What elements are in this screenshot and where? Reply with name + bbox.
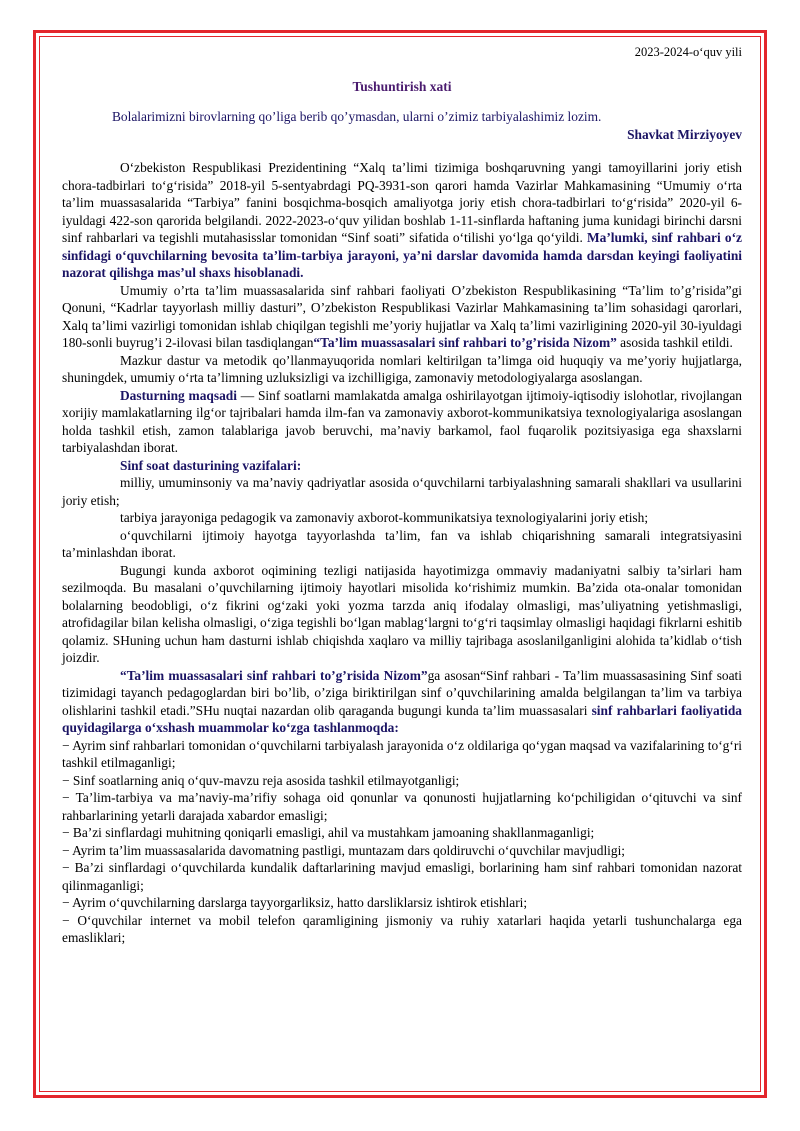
task-item: tarbiya jarayoniga pedagogik va zamonaviy axborot-kommunikatsiya texnologiyalarini joriy etish; bbox=[120, 510, 649, 525]
tasks-heading: Sinf soat dasturining vazifalari: bbox=[120, 457, 302, 473]
paragraph-goal bbox=[62, 387, 742, 457]
problem-item: − Ayrim o‘quvchilarning darslarga tayyorgarliksiz, hatto darsliklarsiz ishtirok etishlari; bbox=[62, 895, 528, 910]
regulation-problems-intro: sinf rahbarlari faoliyatida quyidagilarga o‘xshash muammolar ko‘zga tashlanmoqda: bbox=[62, 702, 742, 735]
epigraph-author: Shavkat Mirziyoyev bbox=[627, 126, 742, 142]
paragraph-legal-basis-text: Umumiy o’rta ta’lim muassasalarida sinf rahbari faoliyati O’zbekiston Respublikasining “Ta’lim to’g’risida”gi Qonuni, “Kadrlar tayyorlash milliy dasturi”, O’zbekiston Respublikasi Vazirlar Mahkamasining ta’lim sohasidagi qarorlari, Xalq ta’limi vazirligi tomonidan ishlab chiqilgan tegishli me’yoriy hujjatlar va Xalq ta’limi vazirligining 2020-yil 30-iyuldagi 180-sonli buyrug’i 2-ilovasi bilan tasdiqlangan bbox=[62, 282, 742, 350]
problem-item: − Ta’lim-tarbiya va ma’naviy-ma’rifiy sohaga oid qonunlar va qonunosti hujjatlarning ko‘pchiligidan o‘qituvchi va sinf rahbarlarining yetarli darajada xabardor emasligi; bbox=[62, 790, 742, 823]
paragraph-current-situation: Bugungi kunda axborot oqimining tezligi natijasida hayotimizga ommaviy madaniyatni salbiy ta’sirlari ham sezilmoqda. Bu masalani o’quvchilarning ijtimoiy hayotlari misolida ko‘rishimiz mumkin. Ba’zida ota-onalar tomonidan bolalarning beodobligi, o‘z fikrini og‘zaki yoki yozma tarzda aniq ifodalay olmasligi, mas’uliyatning yetishmasligi, atrofidagilar bilan kelisha olmasligi, o‘ziga tegishli bo‘lgan mablag‘largni to‘g‘ri taqsimlay olmasligi haqidagi fikrlarni eshitib qolamiz. SHuning uchun ham dasturni ishlab chiqishda xaqlaro va milliy tajribaga asoslanilganligini alohida ta’kidlab o‘tish joizdir. bbox=[62, 562, 742, 665]
paragraph-regulation bbox=[62, 667, 742, 737]
task-item: milliy, umuminsoniy va ma’naviy qadriyatlar asosida o‘quvchilarni tarbiyalashning samarali shakllari va usullarini joriy etish; bbox=[62, 475, 742, 508]
problem-item: − Ayrim ta’lim muassasalarida davomatning pastligi, muntazam dars qoldiruvchi o‘quvchilar mavjudligi; bbox=[62, 842, 626, 858]
paragraph-intro-text: O‘zbekiston Respublikasi Prezidentining “Xalq ta’limi tizimiga boshqaruvning yangi tamoyillarini joriy etish chora-tadbirlari to‘g‘risida” 2018-yil 5-sentyabrdagi PQ-3931-son qarori hamda Vazirlar Mahkamasining “Umumiy o‘rta ta’lim muassasalarida “Tarbiya” fanini bosqichma-bosqich amaliyotga joriy etish chora-tadbirlari to‘g‘risida” 2020-yil 6-iyuldagi 422-son qarorida belgilandi. 2022-2023-o‘quv yilidan boshlab 1-11-sinflarda haftaning juma kunidagi birinchi darsni sinf rahbarlari va tegishli mutahasisslar tomonidan “Sinf soati” sifatida o‘tilishi yo‘lga qo‘yildi. bbox=[62, 160, 742, 245]
epigraph-quote: Bolalarimizni birovlarning qo’liga berib qo’ymasdan, ularni o’zimiz tarbiyalashimiz lozim. bbox=[112, 109, 602, 124]
paragraph-program-basis: Mazkur dastur va metodik qo’llanmayuqorida nomlari keltirilgan ta’limga oid huquqiy va me’yoriy hujjatlarga, shuningdek, umumiy o‘rta ta’limning uzluksizligi va izchilligiga, zamonaviy metodologiyalarga asoslangan. bbox=[62, 352, 742, 385]
document-title: Tushuntirish xati bbox=[352, 78, 452, 94]
task-item: o‘quvchilarni ijtimoiy hayotga tayyorlashda ta’lim, fan va ishlab chiqarishning samarali integratsiyasini ta’minlashdan iborat. bbox=[62, 527, 742, 560]
academic-year: 2023-2024-o‘quv yili bbox=[634, 45, 742, 59]
paragraph-legal-basis bbox=[62, 282, 742, 352]
goal-text: — Sinf soatlarni mamlakatda amalga oshirilayotgan ijtimoiy-iqtisodiy islohotlar, rivojlangan xorijiy mamlakatlarning ilg‘or tajribalari hamda ilm-fan va zamonaviy axborot-kommunikatsiya texnologiyalariga asoslangan holda tashkil etish, zamon talablariga javob beruvchi, ma’naviy barkamol, faol fuqarolik pozitsiyasiga ega shaxslarni tarbiyalashdan iborat. bbox=[62, 387, 742, 455]
problem-item: − Ba’zi sinflardagi muhitning qoniqarli emasligi, ahil va mustahkam jamoaning shakllanmaganligi; bbox=[62, 825, 595, 840]
problem-item: − Sinf soatlarning aniq o‘quv-mavzu reja asosida tashkil etilmayotganligi; bbox=[62, 772, 460, 788]
problem-item: − O‘quvchilar internet va mobil telefon qaramligining jismoniy va ruhiy xatarlari haqida yetarli tushunchalarga ega emasliklari; bbox=[62, 912, 742, 945]
paragraph-legal-basis-tail: asosida tashkil etildi. bbox=[616, 335, 733, 350]
problem-item: − Ba’zi sinflardagi o‘quvchilarda kundalik daftarlarining mavjud emasligi, borlarining ham sinf rahbari tomonidan nazorat qilinmaganligi; bbox=[62, 860, 742, 893]
problem-item: − Ayrim sinf rahbarlari tomonidan o‘quvchilarni tarbiyalash jarayonida o‘z oldilariga qo‘ygan maqsad va vazifalarining to‘g‘ri tashkil etilmaganligi; bbox=[62, 737, 742, 770]
regulation-text: ga asosan“Sinf rahbari - Ta’lim muassasasining Sinf soati tizimidagi tayanch pedagoglardan biri bo’lib, o’ziga biriktirilgan sinf o’quvchilarining amalda belgilangan ta’lim va tarbiya olishlarini tashkil etadi.”SHu nuqtai nazardan olib qaraganda bugungi kunda ta’lim muassasalari bbox=[62, 667, 742, 718]
paragraph-legal-basis-bold: “Ta’lim muassasalari sinf rahbari to’g’risida Nizom” bbox=[313, 335, 617, 350]
goal-heading: Dasturning maqsadi bbox=[120, 387, 237, 403]
document-body bbox=[62, 44, 742, 947]
paragraph-intro-bold: Ma’lumki, sinf rahbari o‘z sinfidagi o‘quvchilarning bevosita ta’lim-tarbiya jarayoni, ya’ni darslar davomida hamda darsdan keyingi faoliyatini nazorat qilishga mas’ul shaxs hisoblanadi. bbox=[62, 230, 742, 280]
problems-list bbox=[62, 737, 742, 947]
paragraph-intro bbox=[62, 159, 742, 282]
regulation-title: “Ta’lim muassasalari sinf rahbari to’g’risida Nizom” bbox=[120, 667, 428, 683]
